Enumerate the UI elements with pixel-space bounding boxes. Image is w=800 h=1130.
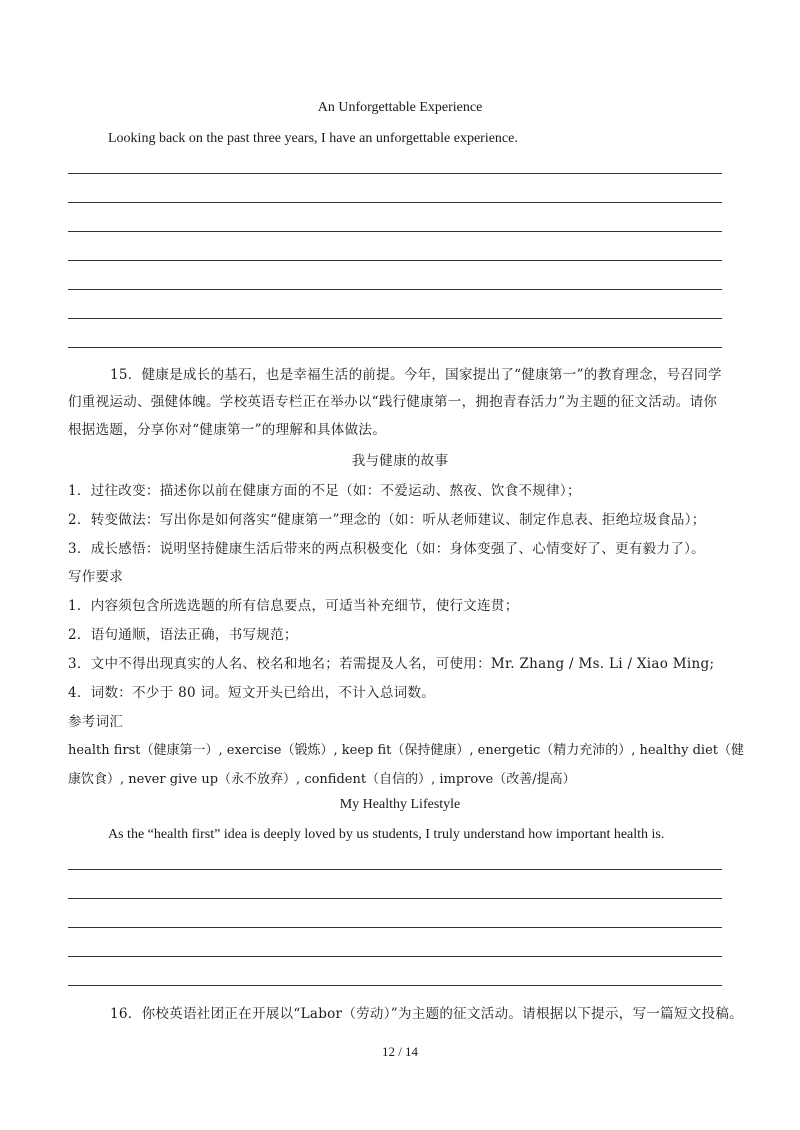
- q15-prompt-line: 们重视运动、强健体魄。学校英语专栏正在举办以“践行健康第一，拥抱青春活力”为主题的征文活动。请你: [68, 394, 718, 410]
- q15-point: 3．成长感悟：说明坚持健康生活后带来的两点积极变化（如：身体变强了、心情变好了、更有毅力了）。: [68, 541, 705, 557]
- writing-line: [68, 173, 722, 174]
- writing-line: [68, 956, 722, 957]
- writing-line: [68, 985, 722, 986]
- writing-line: [68, 318, 722, 319]
- writing-line: [68, 869, 722, 870]
- q15-prompt-line: 15．健康是成长的基石，也是幸福生活的前提。今年，国家提出了“健康第一”的教育理念，号召同学: [110, 367, 722, 383]
- requirement-item: 1．内容须包含所选选题的所有信息要点，可适当补充细节，使行文连贯；: [68, 598, 519, 614]
- page-number: 12 / 14: [381, 1044, 419, 1059]
- q15-point: 2．转变做法：写出你是如何落实“健康第一”理念的（如：听从老师建议、制定作息表、拒绝垃圾食品）；: [68, 512, 706, 528]
- requirement-item: 3．文中不得出现真实的人名、校名和地名；若需提及人名，可使用：Mr. Zhang / Ms. Li / Xiao Ming;: [68, 656, 715, 672]
- writing-line: [68, 202, 722, 203]
- vocab-line: health first（健康第一）, exercise（锻炼）, keep fit（保持健康）, energetic（精力充沛的）, healthy diet（健: [68, 743, 744, 758]
- writing-line: [68, 927, 722, 928]
- writing-line: [68, 898, 722, 899]
- writing-line: [68, 347, 722, 348]
- vocab-heading: 参考词汇: [68, 714, 124, 730]
- q15-topic-title: 我与健康的故事: [351, 453, 449, 469]
- essay-opening-unforgettable: Looking back on the past three years, I have an unforgettable experience.: [108, 131, 518, 146]
- q15-point: 1．过往改变：描述你以前在健康方面的不足（如：不爱运动、熬夜、饮食不规律）；: [68, 483, 581, 499]
- writing-line: [68, 260, 722, 261]
- q15-prompt-line: 根据选题，分享你对“健康第一”的理解和具体做法。: [68, 422, 387, 438]
- essay-opening-healthy-lifestyle: As the “health first” idea is deeply loved by us students, I truly understand how important health is.: [108, 827, 665, 842]
- essay-title-unforgettable: An Unforgettable Experience: [317, 100, 483, 115]
- writing-line: [68, 289, 722, 290]
- q16-prompt: 16．你校英语社团正在开展以“Labor（劳动）”为主题的征文活动。请根据以下提示，写一篇短文投稿。: [110, 1006, 743, 1022]
- requirement-item: 2．语句通顺，语法正确，书写规范；: [68, 627, 298, 643]
- essay-title-healthy-lifestyle: My Healthy Lifestyle: [339, 797, 461, 812]
- requirement-item: 4．词数：不少于 80 词。短文开头已给出，不计入总词数。: [68, 685, 436, 701]
- requirements-heading: 写作要求: [68, 569, 124, 585]
- writing-line: [68, 231, 722, 232]
- vocab-line: 康饮食）, never give up（永不放弃）, confident（自信的）, improve（改善/提高）: [68, 772, 576, 787]
